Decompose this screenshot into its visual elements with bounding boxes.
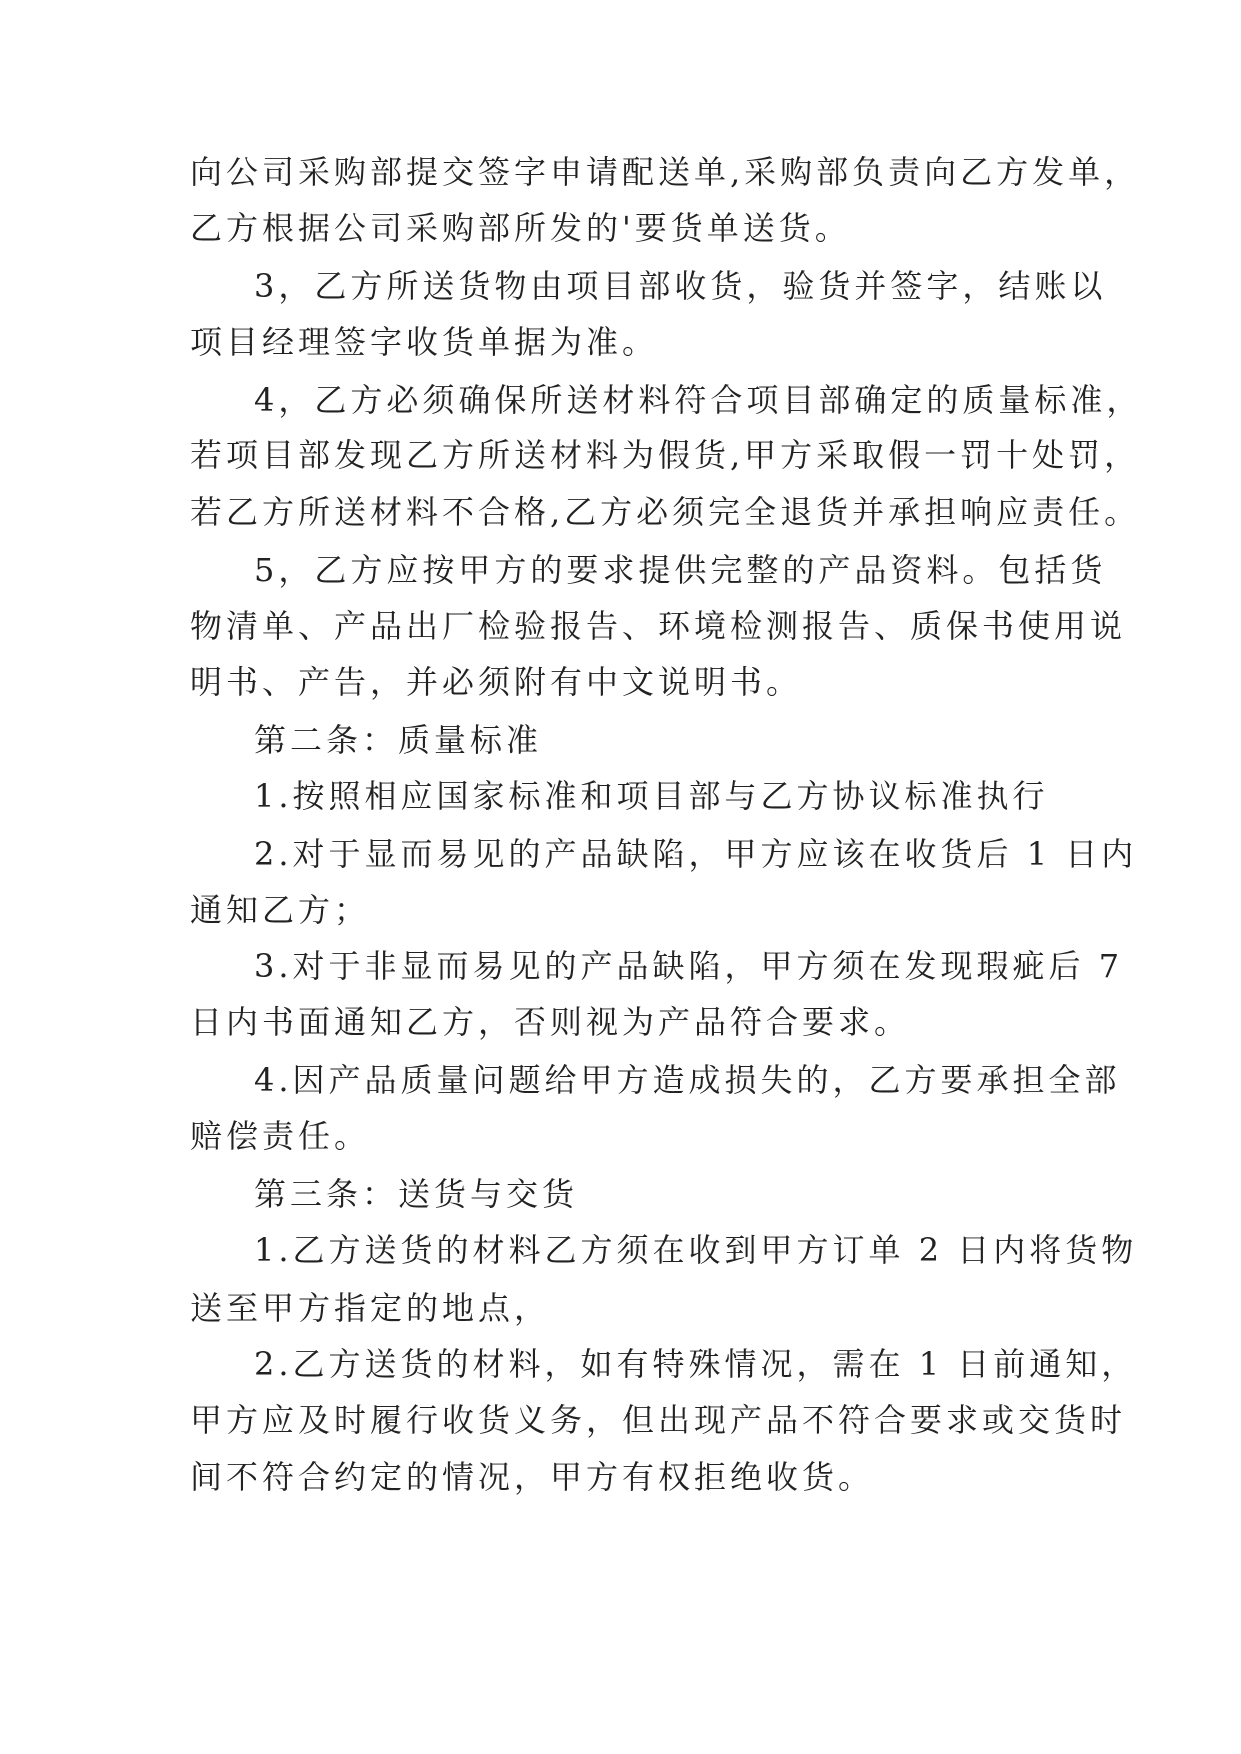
paragraph-line: 4，乙方必须确保所送材料符合项目部确定的质量标准， bbox=[254, 381, 1143, 419]
paragraph-line: 间不符合约定的情况，甲方有权拒绝收货。 bbox=[190, 1458, 875, 1496]
paragraph-line: 3.对于非显而易见的产品缺陷，甲方须在发现瑕疵后 7 bbox=[254, 947, 1124, 985]
paragraph-line: 1.按照相应国家标准和项目部与乙方协议标准执行 bbox=[254, 777, 1049, 815]
paragraph-line: 送至甲方指定的地点， bbox=[190, 1289, 551, 1327]
paragraph-line: 2.乙方送货的材料，如有特殊情况，需在 1 日前通知， bbox=[254, 1345, 1138, 1383]
paragraph-line: 1.乙方送货的材料乙方须在收到甲方订单 2 日内将货物 bbox=[254, 1231, 1138, 1269]
paragraph-line: 若乙方所送材料不合格,乙方必须完全退货并承担响应责任。 bbox=[190, 493, 1141, 531]
paragraph-line: 明书、产告，并必须附有中文说明书。 bbox=[190, 663, 803, 701]
section-heading: 第二条：质量标准 bbox=[254, 721, 543, 759]
section-heading: 第三条：送货与交货 bbox=[254, 1175, 579, 1213]
paragraph-line: 日内书面通知乙方，否则视为产品符合要求。 bbox=[190, 1003, 911, 1041]
paragraph-line: 项目经理签字收货单据为准。 bbox=[190, 323, 659, 361]
paragraph-line: 物清单、产品出厂检验报告、环境检测报告、质保书使用说 bbox=[190, 607, 1127, 645]
paragraph-line: 通知乙方； bbox=[190, 891, 371, 929]
paragraph-line: 3，乙方所送货物由项目部收货，验货并签字，结账以 bbox=[254, 267, 1107, 305]
paragraph-line: 4.因产品质量问题给甲方造成损失的，乙方要承担全部 bbox=[254, 1061, 1121, 1099]
paragraph-line: 乙方根据公司采购部所发的'要货单送货。 bbox=[190, 209, 851, 247]
paragraph-line: 若项目部发现乙方所送材料为假货,甲方采取假一罚十处罚， bbox=[190, 436, 1141, 474]
paragraph-line: 甲方应及时履行收货义务，但出现产品不符合要求或交货时 bbox=[190, 1401, 1127, 1439]
paragraph-line: 向公司采购部提交签字申请配送单,采购部负责向乙方发单， bbox=[190, 153, 1141, 191]
paragraph-line: 5，乙方应按甲方的要求提供完整的产品资料。包括货 bbox=[254, 551, 1107, 589]
paragraph-line: 赔偿责任。 bbox=[190, 1117, 371, 1155]
paragraph-line: 2.对于显而易见的产品缺陷，甲方应该在收货后 1 日内 bbox=[254, 835, 1138, 873]
